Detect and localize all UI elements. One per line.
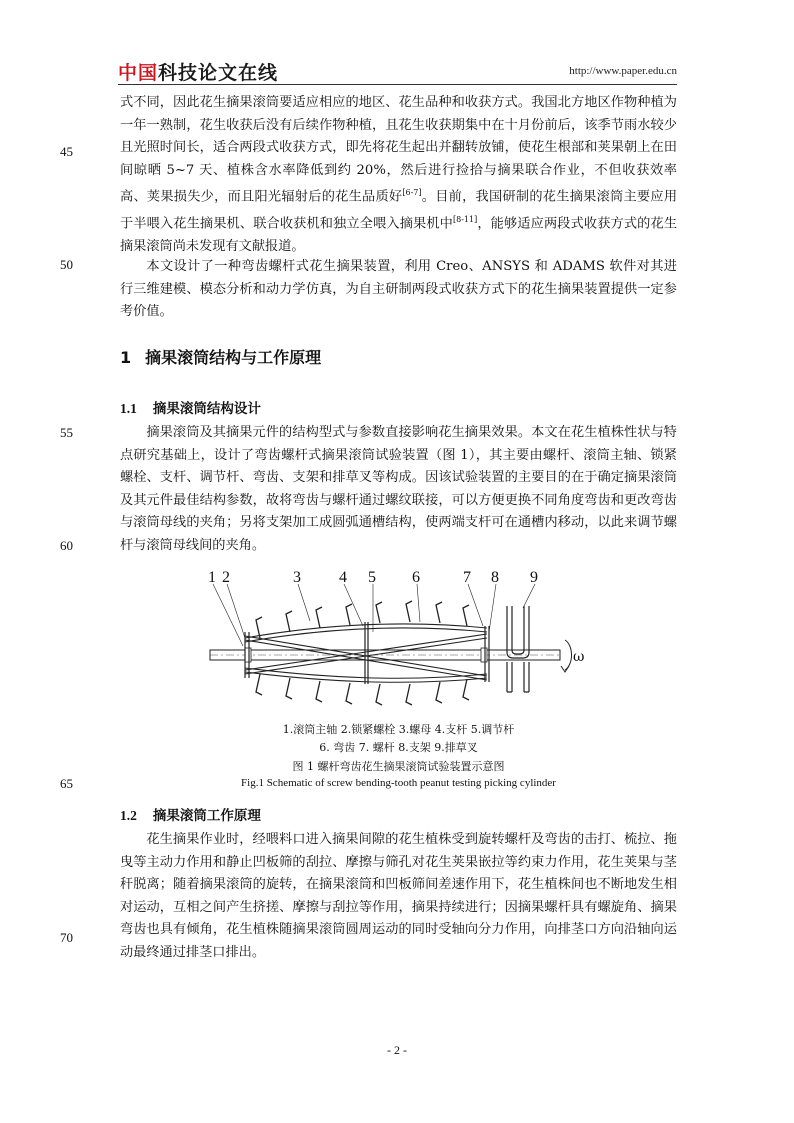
line-number-65: 65 xyxy=(60,776,73,791)
part-label-9: 9 xyxy=(530,569,538,586)
subsection-number: 1.1 xyxy=(120,401,137,416)
section-heading-1 xyxy=(120,345,321,368)
line-number-55: 55 xyxy=(60,425,73,440)
part-label-8: 8 xyxy=(491,569,499,586)
figure-caption-en: Fig.1 Schematic of screw bending-tooth peanut testing picking cylinder xyxy=(241,777,556,789)
logo-text: 科技论文在线 xyxy=(158,62,279,84)
paragraph-4 xyxy=(120,829,677,965)
site-url[interactable]: http://www.paper.edu.cn xyxy=(569,65,677,77)
figure-1 xyxy=(205,566,590,716)
paragraph-3-text: 摘果滚筒及其摘果元件的结构型式与参数直接影响花生摘果效果。本文在花生植株性状与特点研究基础上，设计了弯齿螺杆式摘果滚筒试验装置（图 1），其主要由螺杆、滚筒主轴、锁紧螺栓、支杆、调节杆、弯齿、支架和排草叉等构成。因该试验装置的主要目的在于确定摘果滚筒及其元件最佳结构参数，故将弯齿与螺杆通过螺纹联接，可以方便更换不同角度弯齿和更改弯齿与滚筒母线的夹角；另将支架加工成圆弧通槽结构，使两端支杆可在通槽内移动，以此来调节螺杆与滚筒母线间的夹角。 xyxy=(120,425,677,553)
grass-fork xyxy=(507,606,529,692)
line-number-45: 45 xyxy=(60,144,73,159)
rotation-indicator xyxy=(561,640,584,672)
subsection-title: 摘果滚筒结构设计 xyxy=(152,401,261,417)
part-label-2: 2 xyxy=(222,569,230,586)
part-label-4: 4 xyxy=(339,569,347,586)
subsection-number: 1.2 xyxy=(120,808,137,823)
paragraph-1-mid: 。目前，我国研制的花生摘果滚筒主要应用于半喂入花生摘果机、联合收获机和独立全喂入摘果机中 xyxy=(120,189,678,232)
header-rule xyxy=(118,84,677,85)
figure-legend-line-2: 6. 弯齿 7. 螺杆 8.支架 9.排草叉 xyxy=(319,741,478,754)
part-label-7: 7 xyxy=(463,569,471,586)
citation-6-7[interactable]: [6-7] xyxy=(402,188,422,198)
page-number: - 2 - xyxy=(387,1043,407,1057)
figure-caption-cn: 图 1 螺杆弯齿花生摘果滚筒试验装置示意图 xyxy=(292,760,505,773)
line-number-50: 50 xyxy=(60,257,73,272)
figure-legend-line-1: 1.滚筒主轴 2.锁紧螺栓 3.螺母 4.支杆 5.调节杆 xyxy=(282,723,515,736)
subsection-heading-1-1 xyxy=(120,397,261,417)
part-label-6: 6 xyxy=(412,569,420,586)
part-label-3: 3 xyxy=(293,569,301,586)
cylinder-schematic xyxy=(205,566,590,716)
page-header xyxy=(118,58,677,82)
subsection-title: 摘果滚筒工作原理 xyxy=(152,808,261,824)
paragraph-1-end: ，能够适应两段式收获方式的花生摘果滚筒尚未发现有文献报道。 xyxy=(120,216,678,255)
logo-red-text: 中国 xyxy=(118,62,159,84)
journal-logo[interactable] xyxy=(118,58,278,85)
line-number-60: 60 xyxy=(60,538,73,553)
paragraph-4-text: 花生摘果作业时，经喂料口进入摘果间隙的花生植株受到旋转螺杆及弯齿的击打、梳拉、拖曳等主动力作用和静止凹板筛的刮拉、摩擦与筛孔对花生荚果嵌拉等约束力作用，花生荚果与茎秆脱离；随着摘果滚筒的旋转，在摘果滚筒和凹板筛间差速作用下，花生植株间也不断地发生相对运动，互相之间产生挤搓、摩擦与刮拉等作用，摘果持续进行；因摘果螺杆具有螺旋角、摘果弯齿也具有倾角，花生植株随摘果滚筒圆周运动的同时受轴向分力作用，向排茎口方向沿轴向运动最终通过排茎口排出。 xyxy=(120,832,677,960)
line-number-70: 70 xyxy=(60,930,73,945)
section-title: 摘果滚筒结构与工作原理 xyxy=(145,348,322,367)
paragraph-3 xyxy=(120,422,677,558)
subsection-heading-1-2 xyxy=(120,804,261,824)
paragraph-1 xyxy=(120,92,677,259)
paragraph-1-text: 式不同，因此花生摘果滚筒要适应相应的地区、花生品种和收获方式。我国北方地区作物种植为一年一熟制，花生收获后没有后续作物种植，且花生收获期集中在十月份前后，该季节雨水较少且光照时间长，适合两段式收获方式，即先将花生起出并翻转放铺，使花生根部和荚果朝上在田间晾晒 5~7 天、植株含水率降低到约 20%，然后进行捡拾与摘果联合作业，不但收获效率高、荚果损失少，而且阳光辐射后的花生品质好 xyxy=(120,95,677,205)
paragraph-2 xyxy=(120,256,677,324)
part-label-5: 5 xyxy=(368,569,376,586)
paragraph-2-text: 本文设计了一种弯齿螺杆式花生摘果装置，利用 Creo、ANSYS 和 ADAMS 软件对其进行三维建模、模态分析和动力学仿真，为自主研制两段式收获方式下的花生摘果装置提供一定参考价值。 xyxy=(120,259,677,320)
omega-label: ω xyxy=(573,649,585,665)
part-label-1: 1 xyxy=(208,569,216,586)
citation-8-11[interactable]: [8-11] xyxy=(453,215,478,225)
section-number: 1 xyxy=(120,348,132,367)
